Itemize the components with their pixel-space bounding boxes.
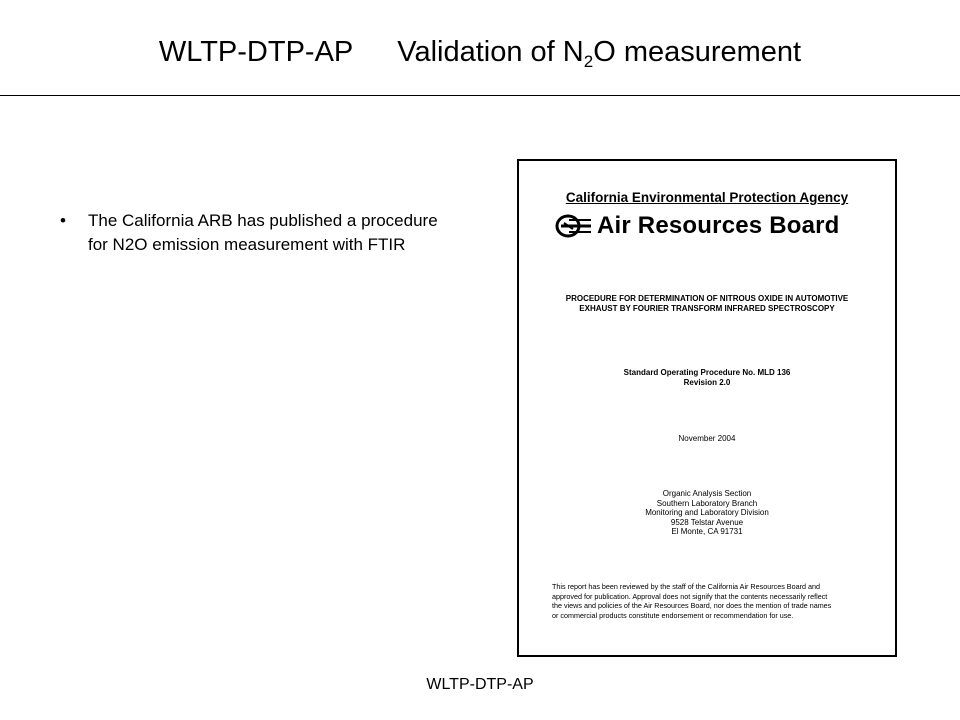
doc-board-row <box>555 209 840 243</box>
doc-disclaimer-line: This report has been reviewed by the staff of the California Air Resources Board and <box>552 582 820 591</box>
bullet-text: The California ARB has published a procedure for N2O emission measurement with FTIR <box>88 211 438 254</box>
doc-disclaimer-line: the views and policies of the Air Resources Board, nor does the mention of trade names <box>552 601 832 610</box>
doc-procedure-line: PROCEDURE FOR DETERMINATION OF NITROUS OXIDE IN AUTOMOTIVE <box>565 294 849 303</box>
arb-logo-icon <box>555 213 593 239</box>
doc-disclaimer-line: approved for publication. Approval does not signify that the contents necessarily reflect <box>552 591 828 601</box>
slide-title <box>0 34 960 70</box>
doc-sop <box>519 368 895 388</box>
doc-address-line: Monitoring and Laboratory Division <box>645 508 769 517</box>
doc-disclaimer-line: or commercial products constitute endorsement or recommendation for use. <box>552 610 794 620</box>
doc-procedure-line: EXHAUST BY FOURIER TRANSFORM INFRARED SPECTROSCOPY <box>579 304 835 313</box>
title-subscript: 2 <box>583 52 594 71</box>
slide-footer: WLTP-DTP-AP <box>426 676 534 693</box>
doc-address <box>519 489 895 537</box>
bullet-marker: • <box>60 211 66 230</box>
doc-address-line: 9528 Telstar Avenue <box>670 517 744 527</box>
doc-agency: California Environmental Protection Agency <box>565 190 849 205</box>
doc-board-name: Air Resources Board <box>597 212 840 239</box>
doc-address-line: Organic Analysis Section <box>662 489 752 498</box>
title-divider <box>0 95 960 96</box>
doc-disclaimer <box>552 582 882 620</box>
doc-sop-line: Standard Operating Procedure No. MLD 136 <box>623 368 791 377</box>
title-right-prefix: Validation of N <box>397 36 584 68</box>
document-cover-image <box>517 159 897 657</box>
title-right-suffix: O measurement <box>593 36 802 68</box>
doc-address-line: El Monte, CA 91731 <box>671 527 743 536</box>
title-left: WLTP-DTP-AP <box>158 36 354 68</box>
doc-procedure-title <box>519 294 895 314</box>
doc-sop-line: Revision 2.0 <box>683 378 731 387</box>
bullet-list <box>60 209 440 257</box>
doc-address-line: Southern Laboratory Branch <box>656 498 758 508</box>
bullet-item <box>60 209 440 257</box>
doc-date: November 2004 <box>678 434 736 443</box>
